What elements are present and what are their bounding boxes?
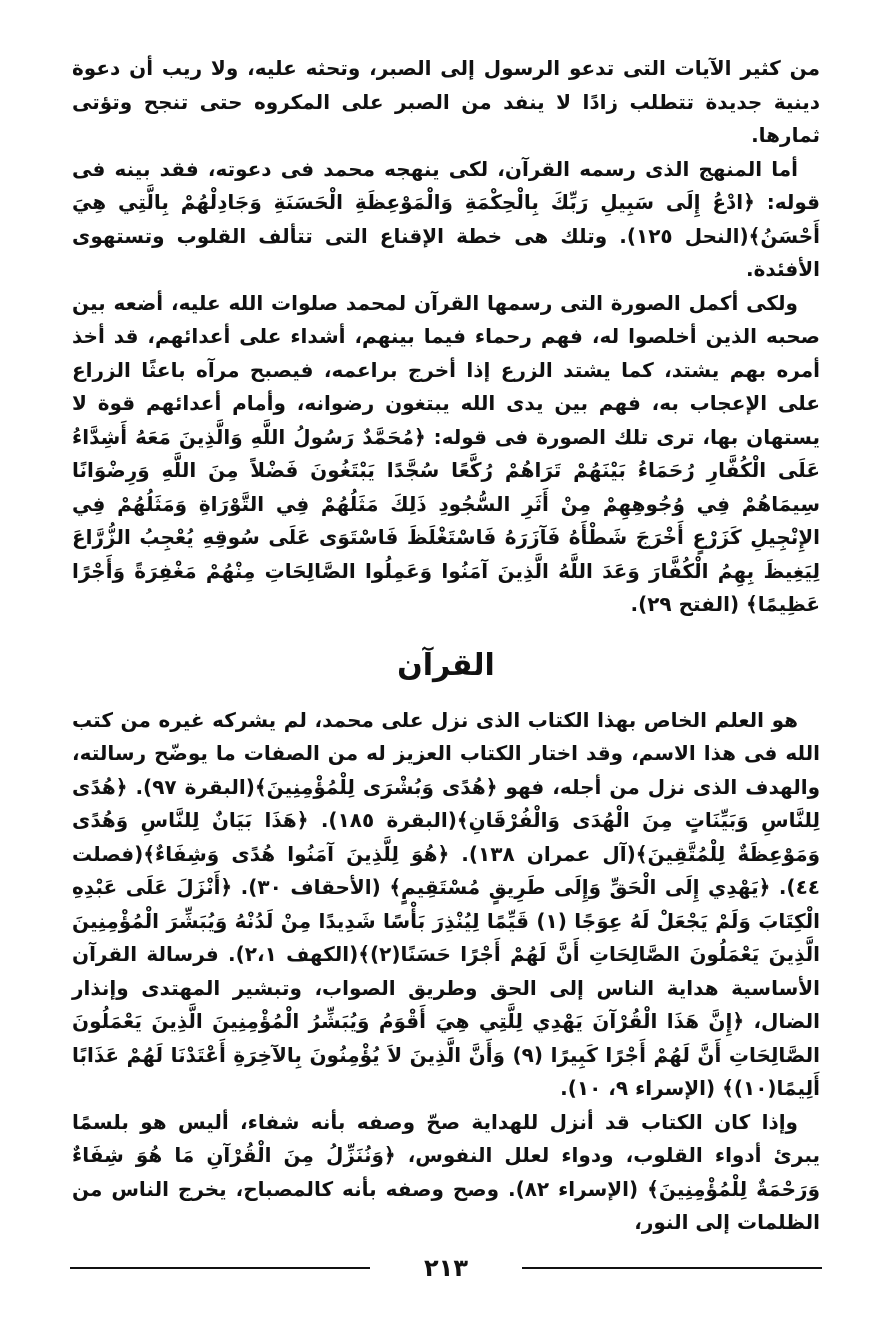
- section-heading: القرآن: [397, 647, 495, 683]
- page-number: ٢١٣: [424, 1254, 468, 1282]
- footer-rule-left: [70, 1267, 370, 1269]
- paragraph: هو العلم الخاص بهذا الكتاب الذى نزل على محمد، لم يشركه غيره من كتب الله فى هذا الاسم، وقد اختار الكتاب العزيز له من الصفات ما يوضّح رسالته، والهدف الذى نزل من أجله، فهو ﴿هُدًى وَبُشْرَى لِلْمُؤْمِنِينَ﴾(البقرة ٩٧). ﴿هُدًى لِلنَّاسِ وَبَيِّنَاتٍ مِنَ الْهُدَى وَالْفُرْقَانِ﴾(البقرة ١٨٥). ﴿هَذَا بَيَانٌ لِلنَّاسِ وَهُدًى وَمَوْعِظَةٌ لِلْمُتَّقِينَ﴾(آل عمران ١٣٨). ﴿هُوَ لِلَّذِينَ آمَنُوا هُدًى وَشِفَاءٌ﴾(فصلت ٤٤). ﴿يَهْدِي إِلَى الْحَقِّ وَإِلَى طَرِيقٍ مُسْتَقِيمٍ﴾ (الأحقاف ٣٠). ﴿أَنْزَلَ عَلَى عَبْدِهِ الْكِتَابَ وَلَمْ يَجْعَلْ لَهُ عِوَجًا (١) قَيِّمًا لِيُنْذِرَ بَأْسًا شَدِيدًا مِنْ لَدُنْهُ وَيُبَشِّرَ الْمُؤْمِنِينَ الَّذِينَ يَعْمَلُونَ الصَّالِحَاتِ أَنَّ لَهُمْ أَجْرًا حَسَنًا(٢)﴾(الكهف ٢،١). فرسالة القرآن الأساسية هداية الناس إلى الحق وطريق الصواب، وتبشير المهتدى وإنذار الضال، ﴿إِنَّ هَذَا الْقُرْآنَ يَهْدِي لِلَّتِي هِيَ أَقْوَمُ وَيُبَشِّرُ الْمُؤْمِنِينَ الَّذِينَ يَعْمَلُونَ الصَّالِحَاتِ أَنَّ لَهُمْ أَجْرًا كَبِيرًا (٩) وَأَنَّ الَّذِينَ لاَ يُؤْمِنُونَ بِالآخِرَةِ أَعْتَدْنَا لَهُمْ عَذَابًا أَلِيمًا(١٠)﴾ (الإسراء ٩، ١٠).: [72, 707, 821, 1100]
- page-footer: [70, 1248, 822, 1288]
- paragraph: وإذا كان الكتاب قد أنزل للهداية صحّ وصفه بأنه شفاء، أليس هو بلسمًا يبرئ أدواء القلوب، ودواء لعلل النفوس، ﴿وَنُنَزِّلُ مِنَ الْقُرْآنِ مَا هُوَ شِفَاءٌ وَرَحْمَةٌ لِلْمُؤْمِنِينَ﴾ (الإسراء ٨٢). وصح وصفه بأنه كالمصباح، يخرج الناس من الظلمات إلى النور،: [72, 1109, 820, 1234]
- paragraph: من كثير الآيات التى تدعو الرسول إلى الصبر، وتحثه عليه، ولا ريب أن دعوة دينية جديدة تتطلب زادًا لا ينفد من الصبر على المكروه حتى تنجح وتؤتى ثمارها.: [72, 56, 820, 147]
- paragraph: ولكى أكمل الصورة التى رسمها القرآن لمحمد صلوات الله عليه، أضعه بين صحبه الذين أخلصوا له، فهم رحماء فيما بينهم، أشداء على أعدائهم، قد أخذ أمره بهم يشتد، كما يشتد الزرع إذا أخرج براعمه، فيصبح مرآه باعثًا الزراع على الإعجاب به، فهم بين يدى الله يبتغون رضوانه، وأمام أعدائهم قوة لا يستهان بها، ترى تلك الصورة فى قوله: ﴿مُحَمَّدٌ رَسُولُ اللَّهِ وَالَّذِينَ مَعَهُ أَشِدَّاءُ عَلَى الْكُفَّارِ رُحَمَاءُ بَيْنَهُمْ تَرَاهُمْ رُكَّعًا سُجَّدًا يَبْتَغُونَ فَضْلاً مِنَ اللَّهِ وَرِضْوَانًا سِيمَاهُمْ فِي وُجُوهِهِمْ مِنْ أَثَرِ السُّجُودِ ذَلِكَ مَثَلُهُمْ فِي التَّوْرَاةِ وَمَثَلُهُمْ فِي الإِنْجِيلِ كَزَرْعٍ أَخْرَجَ شَطْأَهُ فَآزَرَهُ فَاسْتَغْلَظَ فَاسْتَوَى عَلَى سُوقِهِ يُعْجِبُ الزُّرَّاعَ لِيَغِيظَ بِهِمُ الْكُفَّارَ وَعَدَ اللَّهُ الَّذِينَ آمَنُوا وَعَمِلُوا الصَّالِحَاتِ مِنْهُمْ مَغْفِرَةً وَأَجْرًا عَظِيمًا﴾ (الفتح ٢٩).: [72, 290, 820, 616]
- page-body: [72, 52, 820, 1240]
- footer-rule-right: [522, 1267, 822, 1269]
- paragraph: أما المنهج الذى رسمه القرآن، لكى ينهجه محمد فى دعوته، فقد بينه فى قوله: ﴿ادْعُ إِلَى سَبِيلِ رَبِّكَ بِالْحِكْمَةِ وَالْمَوْعِظَةِ الْحَسَنَةِ وَجَادِلْهُمْ بِالَّتِي هِيَ أَحْسَنُ﴾(النحل ١٢٥). وتلك هى خطة الإقناع التى تتألف القلوب وتستهوى الأفئدة.: [72, 156, 820, 281]
